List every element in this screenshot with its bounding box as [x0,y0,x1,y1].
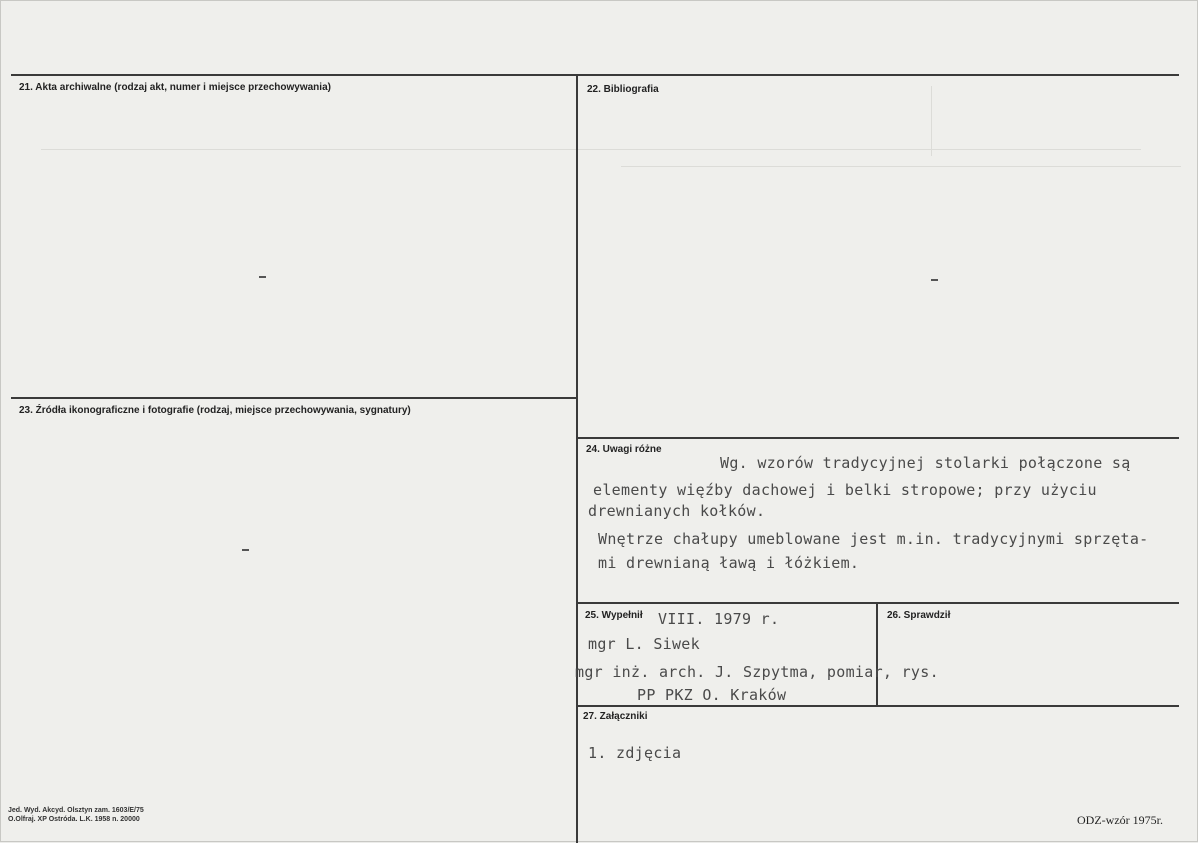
divider-25-27 [577,705,1179,707]
printer-info-line-1: Jed. Wyd. Akcyd. Olsztyn zam. 1603/E/75 [8,807,144,814]
show-through-line [41,149,1141,150]
section-27-attachment: 1. zdjęcia [588,744,682,762]
section-23-empty-dash [242,549,249,551]
section-24-line-2: elementy więźby dachowej i belki stropowe; przy użyciu [593,481,1097,499]
show-through-line [931,86,932,156]
show-through-line [621,166,1181,167]
section-24-line-1: Wg. wzorów tradycyjnej stolarki połączone są [720,454,1131,472]
printer-info-line-2: O.Olfraj. XP Ostróda. L.K. 1958 n. 20000 [8,816,140,823]
section-24-line-3: drewnianych kołków. [588,502,766,520]
section-25-label: 25. Wypełnił [585,610,643,621]
section-25-name-1: mgr L. Siwek [588,635,700,653]
section-22-empty-dash [931,279,938,281]
top-border [11,74,1179,76]
divider-24-25 [577,602,1179,604]
divider-22-24 [577,437,1179,439]
center-divider [576,75,578,843]
divider-21-23 [11,397,577,399]
section-25-date: VIII. 1979 r. [658,610,780,628]
section-25-name-2: mgr inż. arch. J. Szpytma, pomiar, rys. [575,663,939,681]
section-27-label: 27. Załączniki [583,711,648,722]
section-24-label: 24. Uwagi różne [586,444,662,455]
section-25-institution: PP PKZ O. Kraków [637,686,787,704]
section-24-line-4: Wnętrze chałupy umeblowane jest m.in. tradycyjnymi sprzęta- [598,530,1149,548]
section-21-empty-dash [259,276,266,278]
section-21-label: 21. Akta archiwalne (rodzaj akt, numer i miejsce przechowywania) [19,82,331,93]
section-24-line-5: mi drewnianą ławą i łóżkiem. [598,554,860,572]
section-22-label: 22. Bibliografia [587,84,659,95]
section-26-label: 26. Sprawdził [887,610,951,621]
form-template-id: ODZ-wzór 1975r. [1077,813,1163,827]
section-23-label: 23. Źródła ikonograficzne i fotografie (rodzaj, miejsce przechowywania, sygnatury) [19,405,411,416]
divider-25-26 [876,603,878,705]
